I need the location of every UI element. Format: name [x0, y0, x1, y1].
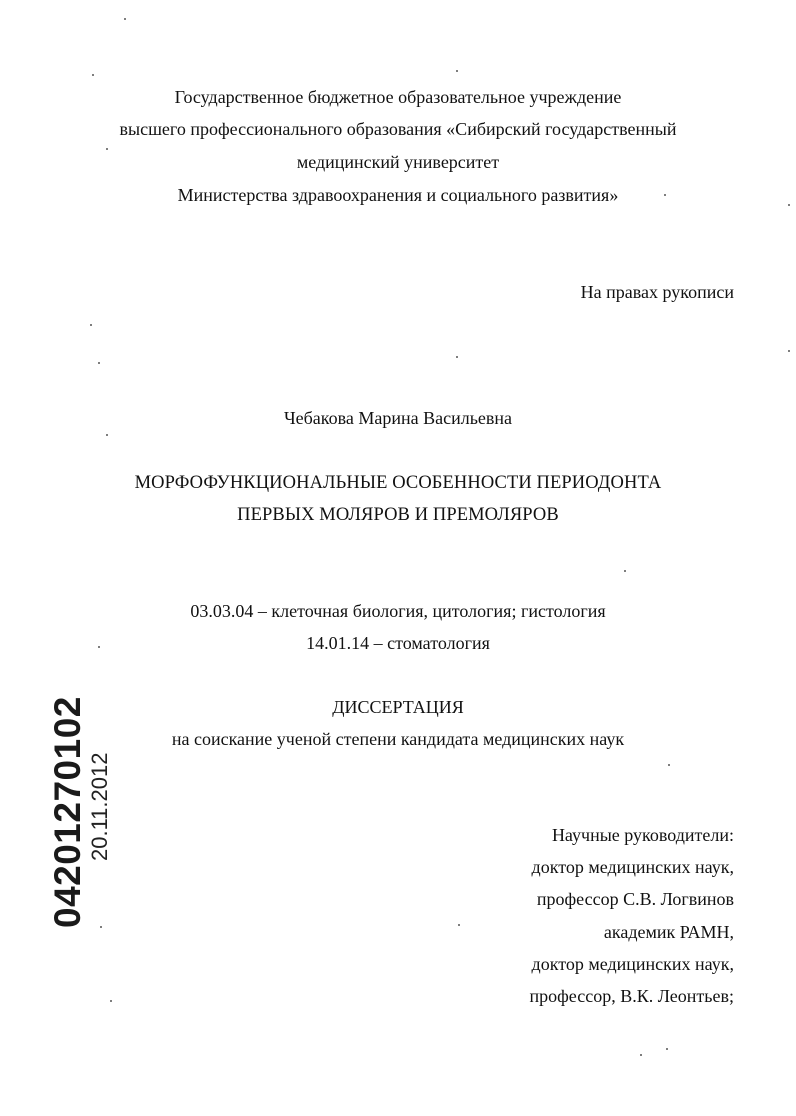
rights-note: На правах рукописи — [580, 282, 734, 302]
scan-speck — [666, 1048, 668, 1050]
scan-speck — [664, 194, 666, 196]
supervisor-2-degree: доктор медицинских наук, — [531, 954, 734, 974]
supervisor-1-degree: доктор медицинских наук, — [531, 857, 734, 877]
scan-speck — [98, 362, 100, 364]
title-line-1: МОРФОФУНКЦИОНАЛЬНЫЕ ОСОБЕННОСТИ ПЕРИОДОНТА — [134, 473, 662, 493]
work-type-label: ДИССЕРТАЦИЯ — [332, 697, 464, 717]
scan-speck — [788, 350, 790, 352]
institution-line-3: медицинский университет — [296, 152, 500, 172]
stamp-date: 20.11.2012 — [87, 752, 112, 861]
scan-speck — [458, 924, 460, 926]
scan-speck — [106, 434, 108, 436]
library-stamp — [47, 671, 117, 928]
supervisors-heading: Научные руководители: — [551, 825, 734, 845]
scan-speck — [106, 148, 108, 150]
author-name: Чебакова Марина Васильевна — [283, 408, 513, 428]
scan-speck — [92, 74, 94, 76]
scan-speck — [98, 646, 100, 648]
institution-line-1: Государственное бюджетное образовательное учреждение — [174, 87, 622, 107]
supervisor-1-name: профессор С.В. Логвинов — [536, 889, 734, 909]
specialty-line-2: 14.01.14 – стоматология — [306, 633, 490, 653]
supervisor-2-name: профессор, В.К. Леонтьев; — [529, 986, 734, 1006]
stamp-number: 04201270102 — [47, 696, 88, 928]
institution-line-4: Министерства здравоохранения и социального развития» — [177, 185, 619, 205]
scan-speck — [456, 70, 458, 72]
scan-speck — [110, 1000, 112, 1002]
scan-speck — [788, 204, 790, 206]
scan-speck — [668, 764, 670, 766]
institution-line-2: высшего профессионального образования «Сибирский государственный — [119, 119, 677, 139]
specialty-line-1: 03.03.04 – клеточная биология, цитология; гистология — [190, 601, 606, 621]
scan-speck — [124, 18, 126, 20]
work-type-purpose: на соискание ученой степени кандидата медицинских наук — [171, 729, 625, 749]
scan-speck — [100, 926, 102, 928]
scan-speck — [90, 324, 92, 326]
supervisor-2-title: академик РАМН, — [603, 922, 734, 942]
title-line-2: ПЕРВЫХ МОЛЯРОВ И ПРЕМОЛЯРОВ — [237, 505, 559, 525]
scan-speck — [640, 1054, 642, 1056]
scan-speck — [456, 356, 458, 358]
scan-speck — [624, 570, 626, 572]
